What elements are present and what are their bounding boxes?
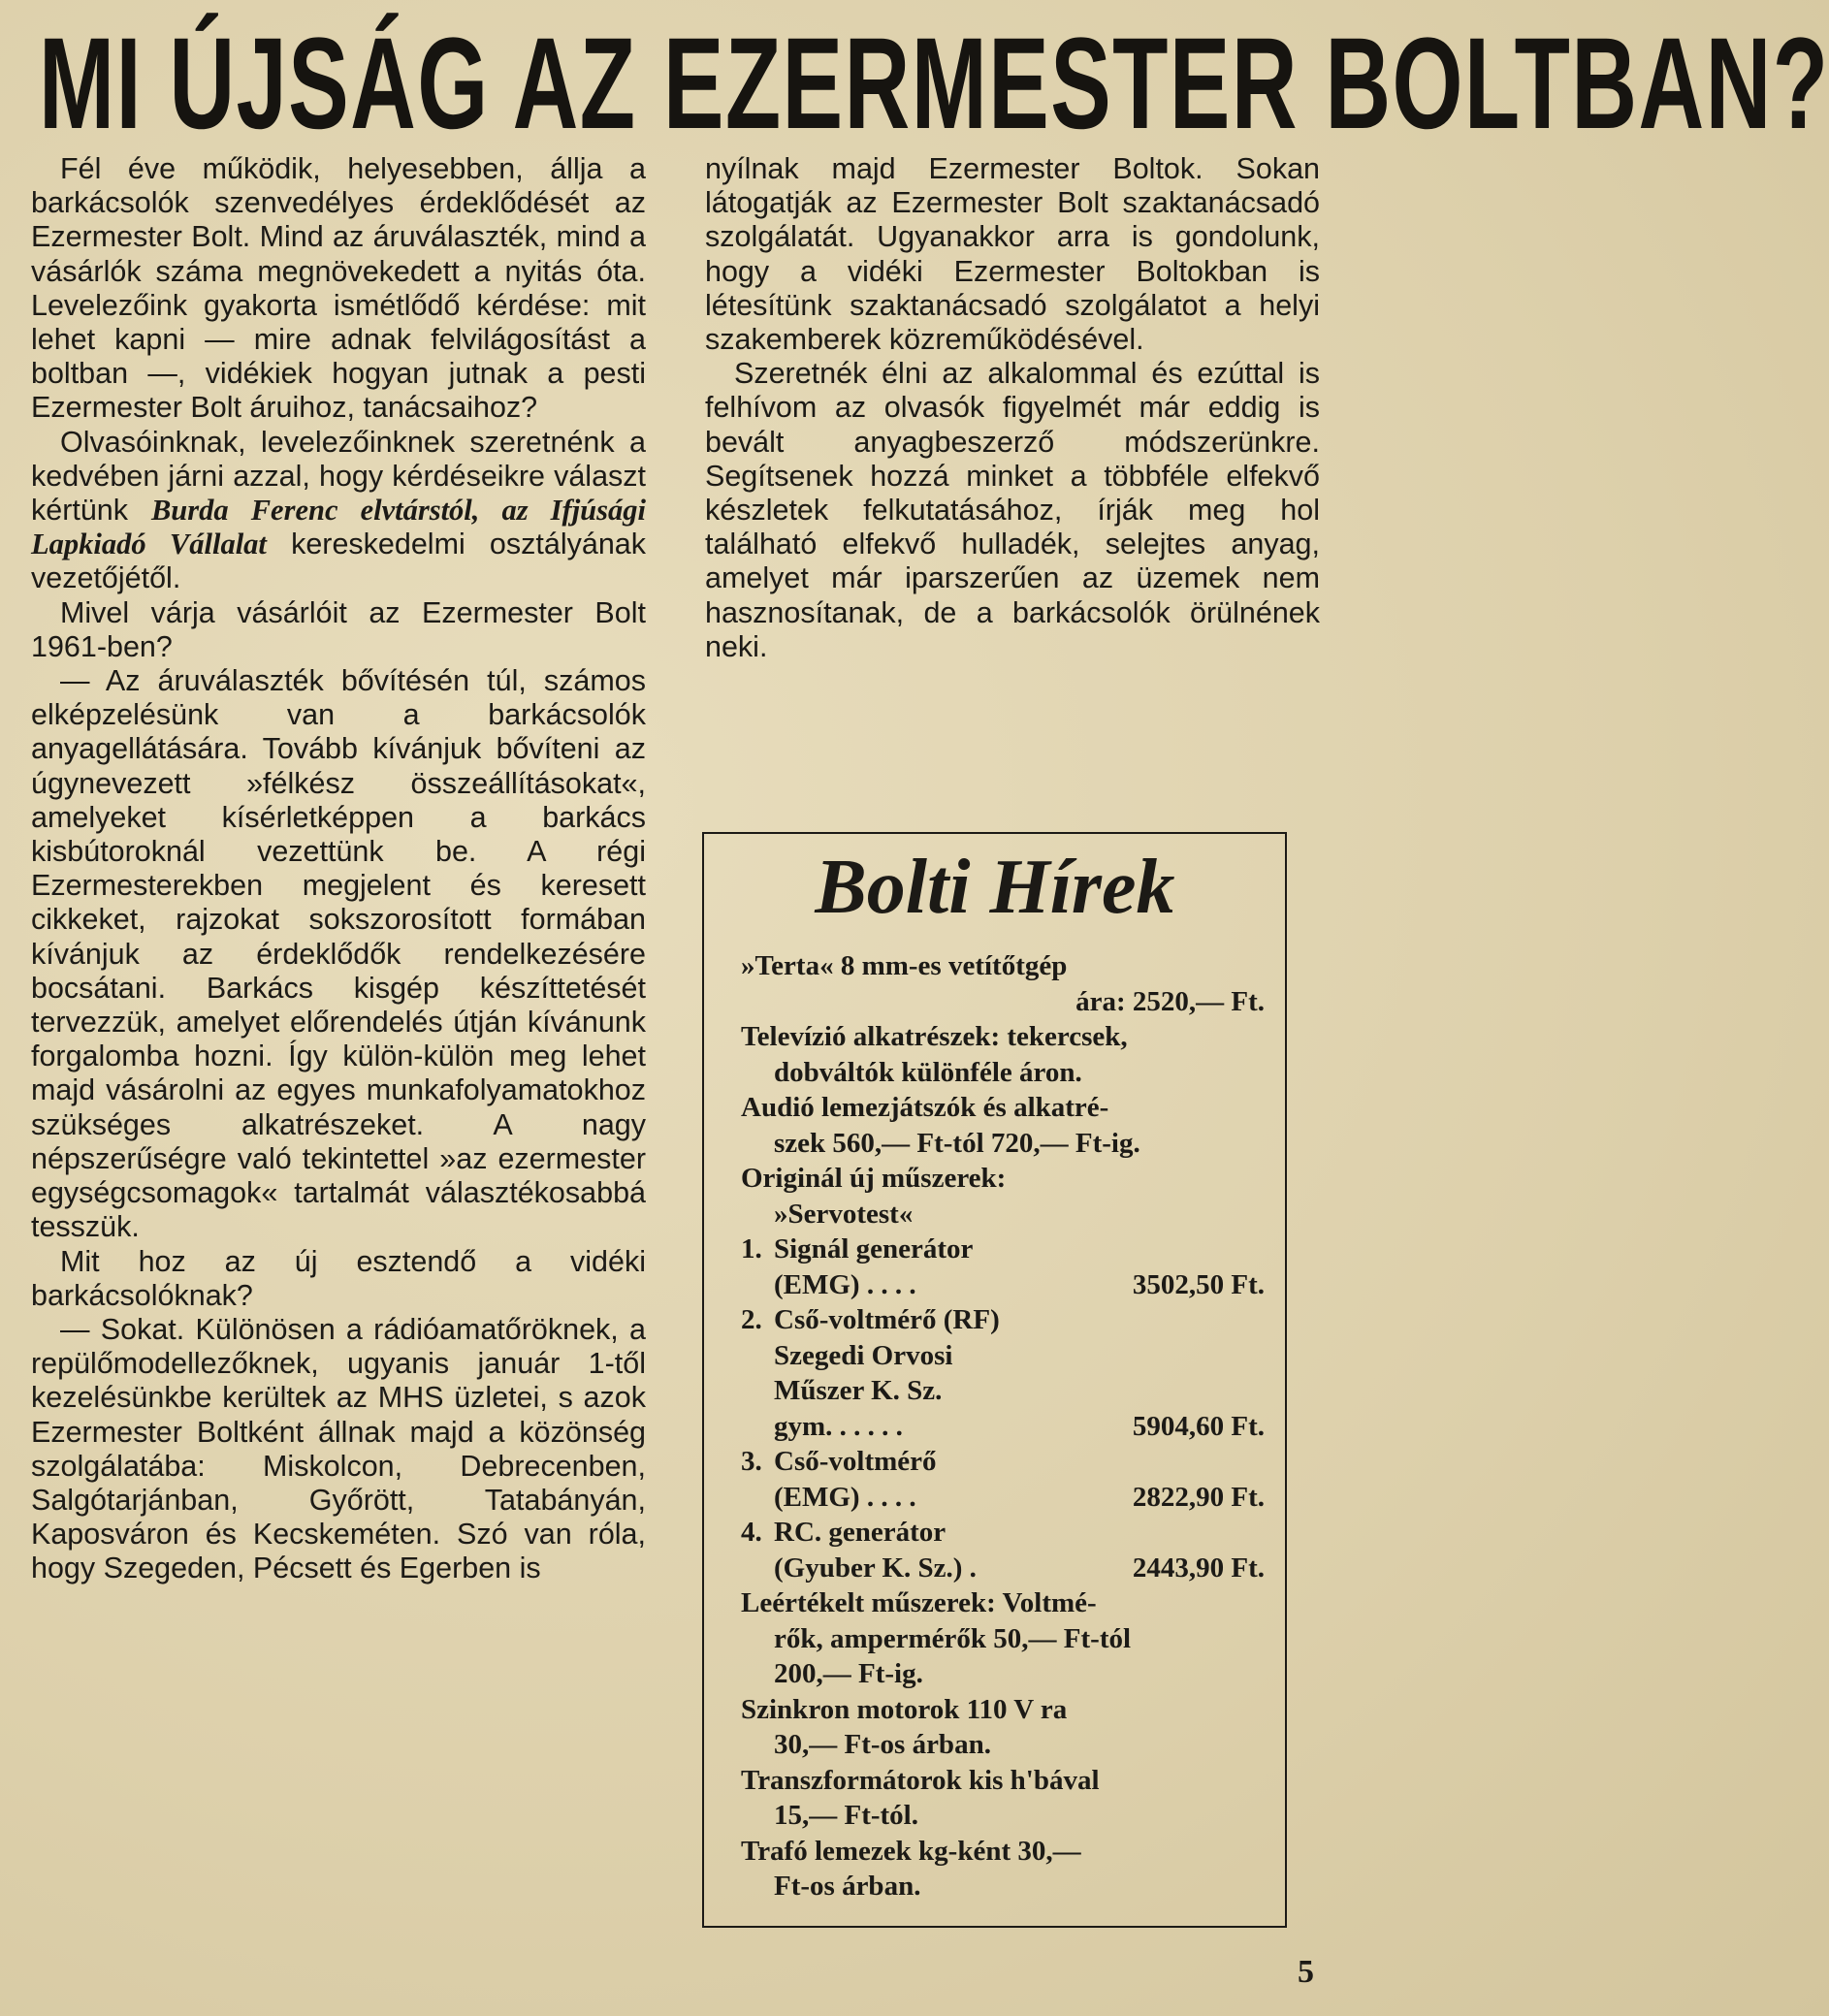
shop-news-line	[741, 1798, 1265, 1834]
article-question: Mivel várja vásárlóit az Ezermester Bolt 1961-ben?	[31, 595, 646, 663]
item-price: 3502,50 Ft.	[1132, 1268, 1265, 1300]
article-paragraph: — Az áruválaszték bővítésén túl, számos elképzelésünk van a barkácsolók anyagellátására. Tovább kívánjuk bővíteni az úgynevezett »félkész összeállításokat«, amelyeket kísérletképpen a barkács kisbútoroknál vezettünk be. A régi Ezermesterekben megjelent és keresett cikkeket, rajzokat sokszorosított formában kívánjuk az érdeklődők rendelkezésére bocsátani. Barkács kisgép készíttetését tervezzük, amelyet előrendelés útján kívánunk forgalomba hozni. Így külön-külön meg lehet majd vásárolni az egyes munkafolyamatokhoz szükséges alkatrészeket. A nagy népszerűségre való tekintettel »az ezermester egységcsomagok« tartalmát választékosabbá tesszük.	[31, 664, 646, 1244]
shop-news-text: szek 560,— Ft-tól 720,— Ft-ig.	[774, 1127, 1140, 1159]
shop-news-line	[741, 948, 1265, 984]
shop-news-line	[741, 1373, 1265, 1409]
shop-news-line	[741, 1267, 1265, 1303]
shop-news-line	[741, 1019, 1265, 1055]
shop-news-line	[741, 1232, 1265, 1267]
shop-news-line	[741, 1126, 1265, 1162]
shop-news-line	[741, 1197, 1265, 1232]
shop-news-line	[741, 1161, 1265, 1197]
page-number: 5	[1298, 1954, 1314, 1990]
shop-news-text: 30,— Ft-os árban.	[774, 1729, 991, 1760]
shop-news-line	[741, 1727, 1265, 1763]
shop-news-list	[741, 948, 1265, 1904]
shop-news-box	[702, 832, 1287, 1928]
shop-news-text: »Servotest«	[774, 1198, 914, 1230]
shop-news-title: Bolti Hírek	[815, 845, 1175, 930]
shop-news-text: 200,— Ft-ig.	[774, 1658, 923, 1689]
item-number: 3.	[741, 1446, 762, 1477]
shop-news-text: rők, ampermérők 50,— Ft-tól	[774, 1622, 1132, 1654]
item-price: 2443,90 Ft.	[1132, 1552, 1265, 1584]
shop-news-line	[741, 1338, 1265, 1374]
shop-news-line	[741, 1055, 1265, 1091]
shop-news-line	[741, 1551, 1265, 1586]
shop-news-line	[741, 1585, 1265, 1621]
shop-news-line	[741, 1692, 1265, 1728]
shop-news-text: Televízió alkatrészek: tekercsek,	[741, 1021, 1128, 1052]
shop-news-line	[741, 1834, 1265, 1870]
shop-news-line	[741, 1090, 1265, 1126]
shop-news-text: Cső-voltmérő (RF)	[774, 1304, 1000, 1335]
shop-news-text: (Gyuber K. Sz.) .	[774, 1552, 977, 1584]
article-paragraph	[31, 426, 646, 596]
interviewee-name: Burda Ferenc elvtárstól, az Ifjúsági Lapkiadó Vállalat	[31, 494, 646, 561]
shop-news-text: Szinkron motorok 110 V ra	[741, 1693, 1068, 1725]
shop-news-text: (EMG) . . . .	[774, 1481, 916, 1513]
article-question: Mit hoz az új esztendő a vidéki barkácsolóknak?	[31, 1244, 646, 1312]
shop-news-text: 15,— Ft-tól.	[774, 1800, 918, 1831]
shop-news-text: Originál új műszerek:	[741, 1163, 1007, 1194]
article-column-left	[31, 152, 646, 1586]
headline: MI ÚJSÁG AZ EZERMESTER BOLTBAN?	[39, 12, 1829, 156]
paragraph-text: Olvasóinknak, levelezőinknek szeretnénk a kedvében járni azzal, hogy kérdéseikre választ kértünk	[31, 425, 646, 528]
shop-news-line	[741, 1444, 1265, 1480]
shop-news-text: Cső-voltmérő	[774, 1446, 937, 1477]
shop-news-text: Trafó lemezek kg-ként 30,—	[741, 1835, 1081, 1867]
shop-news-line	[741, 1480, 1265, 1516]
item-price: 5904,60 Ft.	[1132, 1410, 1265, 1442]
shop-news-text: Audió lemezjátszók és alkatré-	[741, 1092, 1109, 1123]
shop-news-text: gym. . . . . .	[774, 1410, 903, 1442]
shop-news-line	[741, 1515, 1265, 1551]
shop-news-text: Leértékelt műszerek: Voltmé-	[741, 1587, 1097, 1618]
shop-news-text: Műszer K. Sz.	[774, 1375, 943, 1406]
article-paragraph: Fél éve működik, helyesebben, állja a barkácsolók szenvedélyes érdeklődését az Ezermester Bolt. Mind az áruválaszték, mind a vásárlók száma megnövekedett a nyitás óta. Levelezőink gyakorta ismétlődő kérdése: mit lehet kapni — mire adnak felvilágosítást a boltban —, vidékiek hogyan jutnak a pesti Ezermester Bolt áruihoz, tanácsaihoz?	[31, 152, 646, 425]
shop-news-text: RC. generátor	[774, 1517, 947, 1548]
shop-news-line	[741, 1763, 1265, 1799]
item-number: 1.	[741, 1233, 762, 1264]
item-number: 4.	[741, 1517, 762, 1548]
shop-news-line	[741, 1869, 1265, 1904]
shop-news-text: Transzformátorok kis h'bával	[741, 1764, 1100, 1796]
shop-news-text: dobváltók különféle áron.	[774, 1056, 1082, 1088]
shop-news-text: (EMG) . . . .	[774, 1268, 916, 1300]
shop-news-text: Szegedi Orvosi	[774, 1339, 953, 1371]
shop-news-line	[741, 1409, 1265, 1445]
shop-news-line	[741, 1656, 1265, 1692]
shop-news-text: Signál generátor	[774, 1233, 974, 1264]
shop-news-line	[741, 1302, 1265, 1338]
paragraph-text: kereskedelmi osztályának vezetőjétől.	[31, 528, 646, 595]
shop-news-line	[741, 1621, 1265, 1657]
article-paragraph: — Sokat. Különösen a rádióamatőröknek, a repülőmodellezőknek, ugyanis január 1-től kezelésünkbe kerültek az MHS üzletei, s azok Ezermester Boltként állnak majd a közönség szolgálatába: Miskolcon, Debrecenben, Salgótarjánban, Győrött, Tatabányán, Kaposváron és Kecskeméten. Szó van róla, hogy Szegeden, Pécsett és Egerben is	[31, 1312, 646, 1585]
shop-news-text: ára: 2520,— Ft.	[1075, 985, 1265, 1017]
item-number: 2.	[741, 1304, 762, 1335]
article-paragraph: Szeretnék élni az alkalommal és ezúttal is felhívom az olvasók figyelmét már eddig is bevált anyagbeszerző módszerünkre. Segítsenek hozzá minket a többféle elfekvő készletek felkutatásához, írják meg hol található elfekvő hulladék, selejtes anyag, amelyet már iparszerűen az üzemek nem hasznosítanak, de a barkácsolók örülnének neki.	[705, 357, 1320, 663]
item-price: 2822,90 Ft.	[1132, 1481, 1265, 1513]
shop-news-line	[741, 984, 1265, 1020]
article-column-right	[705, 152, 1320, 664]
article-paragraph: nyílnak majd Ezermester Boltok. Sokan látogatják az Ezermester Bolt szaktanácsadó szolgálatát. Ugyanakkor arra is gondolunk, hogy a vidéki Ezermester Boltokban is létesítünk szaktanácsadó szolgálatot a helyi szakemberek közreműködésével.	[705, 152, 1320, 357]
shop-news-text: Ft-os árban.	[774, 1871, 921, 1902]
shop-news-text: »Terta« 8 mm-es vetítőtgép	[741, 950, 1068, 981]
